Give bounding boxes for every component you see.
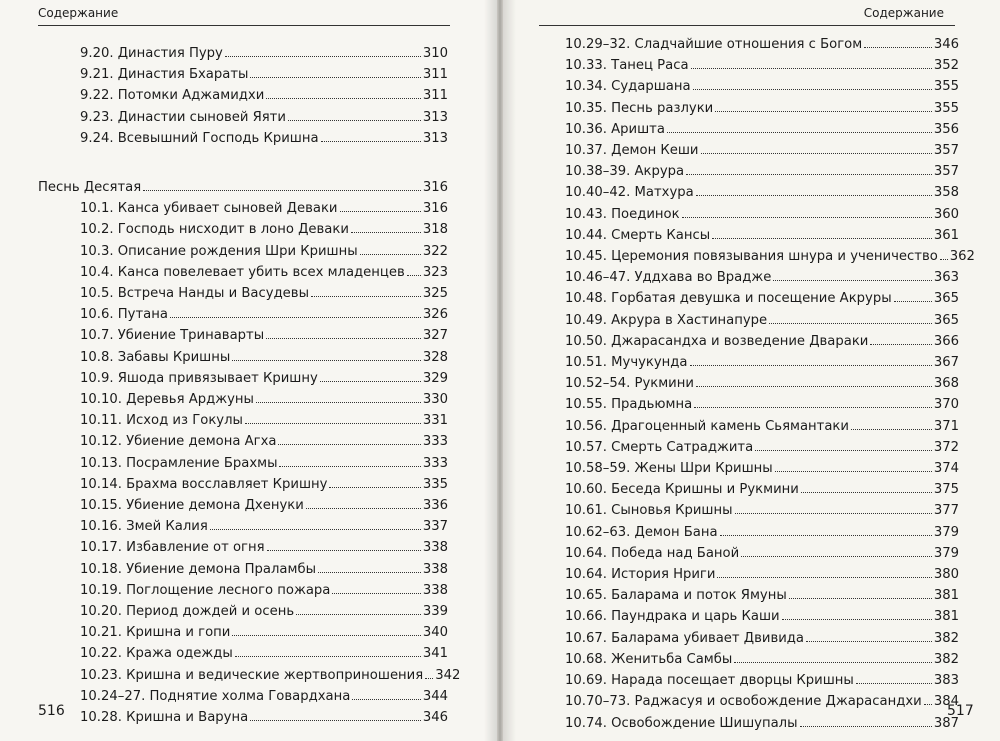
page-number: 517: [947, 703, 974, 719]
toc-entry-page: 340: [422, 625, 448, 641]
toc-entry-title: 10.5. Встреча Нанды и Васудевы: [80, 286, 309, 302]
toc-entry: [565, 267, 959, 288]
toc-entry: [38, 686, 448, 707]
toc-entry: [38, 241, 448, 262]
toc-entry: [38, 410, 448, 431]
dot-leader: [856, 683, 932, 684]
dot-leader: [769, 323, 932, 324]
toc-entry-title: 10.13. Посрамление Брахмы: [80, 455, 278, 471]
toc-entry: [38, 622, 448, 643]
toc-entry-title: 10.55. Прадьюмна: [565, 397, 693, 413]
dot-leader: [170, 317, 421, 318]
dot-leader: [407, 275, 421, 276]
toc-entry-page: 322: [422, 243, 448, 259]
toc-entry-page: 365: [933, 291, 959, 307]
toc-entry-page: 366: [933, 333, 959, 349]
toc-entry-title: 10.40–42. Матхура: [565, 185, 694, 201]
toc-entry: [38, 665, 461, 686]
dot-leader: [667, 132, 932, 133]
dot-leader: [250, 720, 421, 721]
dot-leader: [329, 487, 420, 488]
toc-entry: [38, 262, 448, 283]
toc-entry-page: 337: [422, 519, 448, 535]
toc-entry-page: 367: [933, 355, 959, 371]
toc-entry: [565, 691, 959, 712]
toc-entry: [565, 331, 959, 352]
toc-entry-title: 10.17. Избавление от огня: [80, 540, 265, 556]
toc-entry-page: 325: [422, 286, 448, 302]
toc-entry-title: 10.49. Акрура в Хастинапуре: [565, 312, 768, 328]
toc-entry-page: 368: [933, 376, 959, 392]
dot-leader: [311, 296, 421, 297]
toc-entry-title: 10.64. Победа над Баной: [565, 545, 740, 561]
toc-entry-title: 10.10. Деревья Арджуны: [80, 392, 254, 408]
toc-entry-page: 358: [933, 185, 959, 201]
toc-entry-page: 344: [422, 688, 448, 704]
toc-entry: [565, 479, 959, 500]
toc-entry: [565, 225, 959, 246]
toc-entry: [38, 368, 448, 389]
toc-entry-page: 357: [933, 164, 959, 180]
toc-entry-title: 10.64. История Нриги: [565, 567, 716, 583]
toc-entry: [565, 500, 959, 521]
toc-entry-page: 335: [422, 476, 448, 492]
dot-leader: [425, 678, 433, 679]
toc-entry-title: 9.24. Всевышний Господь Кришна: [80, 130, 319, 146]
dot-leader: [801, 492, 932, 493]
toc-entry-page: 365: [933, 312, 959, 328]
toc-entry: [38, 347, 448, 368]
toc-entry: [565, 458, 959, 479]
dot-leader: [734, 662, 932, 663]
toc-entry: [565, 140, 959, 161]
toc-entry-page: 328: [422, 349, 448, 365]
toc-entry-page: 316: [422, 201, 448, 217]
toc-entry: [565, 119, 959, 140]
dot-leader: [250, 77, 420, 78]
toc-entry-page: 339: [422, 604, 448, 620]
dot-leader: [806, 641, 932, 642]
dot-leader: [245, 423, 421, 424]
toc-entry: [38, 325, 448, 346]
toc-entry-title: 9.20. Династия Пуру: [80, 46, 223, 61]
toc-entry-title: 10.69. Нарада посещает дворцы Кришны: [565, 673, 854, 689]
toc-entry-title: 10.9. Яшода привязывает Кришну: [80, 370, 318, 386]
dot-leader: [225, 56, 421, 57]
dot-leader: [266, 98, 421, 99]
toc-entry-title: 10.61. Сыновья Кришны: [565, 503, 733, 519]
dot-leader: [320, 381, 421, 382]
toc-entry-page: 346: [422, 710, 448, 726]
toc-entry-title: 10.24–27. Поднятие холма Говардхана: [80, 688, 351, 704]
toc-entry: [565, 76, 959, 97]
toc-entry: [565, 543, 959, 564]
toc-entry: [565, 564, 959, 585]
toc-entry-title: 10.3. Описание рождения Шри Кришны: [80, 243, 358, 259]
dot-leader: [351, 232, 421, 233]
toc-entry-title: 10.2. Господь нисходит в лоно Деваки: [80, 222, 349, 238]
dot-leader: [296, 614, 421, 615]
toc-entry: [565, 98, 959, 119]
toc-entry-title: 10.23. Кришна и ведические жертвоприношения: [80, 667, 424, 683]
toc-entry-page: 310: [422, 46, 448, 61]
toc-entry: [565, 394, 959, 415]
dot-leader: [894, 301, 932, 302]
dot-leader: [288, 120, 421, 121]
toc-entry-page: 387: [933, 715, 959, 731]
toc-entry: [565, 649, 959, 670]
toc-list: [38, 43, 461, 728]
header-rule: [539, 25, 955, 26]
toc-entry-title: 10.36. Аришта: [565, 121, 665, 137]
dot-leader: [340, 211, 421, 212]
dot-leader: [720, 535, 932, 536]
dot-leader: [696, 195, 932, 196]
toc-entry-title: 10.38–39. Акрура: [565, 164, 685, 180]
toc-entry-page: 383: [933, 673, 959, 689]
toc-entry: [565, 522, 959, 543]
toc-entry: [565, 310, 959, 331]
dot-leader: [701, 153, 932, 154]
toc-entry: [565, 437, 959, 458]
toc-entry-title: 10.58–59. Жены Шри Кришны: [565, 461, 773, 477]
toc-part-heading: [38, 177, 448, 198]
dot-leader: [232, 360, 421, 361]
dot-leader: [800, 726, 932, 727]
toc-entry-title: 10.35. Песнь разлуки: [565, 100, 714, 116]
toc-entry-title: 10.43. Поединок: [565, 206, 680, 222]
dot-leader: [691, 68, 932, 69]
dot-leader: [696, 386, 932, 387]
dot-leader: [694, 407, 932, 408]
dot-leader: [143, 190, 421, 191]
dot-leader: [940, 259, 948, 260]
dot-leader: [715, 111, 932, 112]
toc-entry-title: 10.52–54. Рукмини: [565, 376, 694, 392]
toc-entry: [38, 707, 448, 728]
toc-entry: [565, 34, 959, 55]
dot-leader: [741, 556, 932, 557]
dot-leader: [235, 656, 421, 657]
toc-entry-title: 10.50. Джарасандха и возведение Двараки: [565, 333, 869, 349]
toc-entry: [38, 474, 448, 495]
toc-entry-title: 10.60. Беседа Кришны и Рукмини: [565, 482, 799, 498]
toc-entry-title: 10.11. Исход из Гокулы: [80, 413, 243, 429]
toc-entry-page: 357: [933, 143, 959, 159]
toc-entry-title: 10.14. Брахма восславляет Кришну: [80, 476, 328, 492]
toc-entry-page: 363: [933, 270, 959, 286]
toc-entry-title: 10.74. Освобождение Шишупалы: [565, 715, 798, 731]
toc-entry: [38, 559, 448, 580]
toc-entry-page: 326: [422, 307, 448, 323]
toc-entry-title: 10.45. Церемония повязывания шнура и ученичество: [565, 249, 938, 265]
toc-entry-page: 330: [422, 392, 448, 408]
toc-entry-title: 10.19. Поглощение лесного пожара: [80, 582, 331, 598]
toc-entry-title: 10.62–63. Демон Бана: [565, 524, 718, 540]
running-header: Содержание: [38, 6, 119, 20]
page-number: 516: [38, 703, 65, 719]
toc-entry-page: 323: [422, 264, 448, 280]
dot-leader: [267, 550, 421, 551]
dot-leader: [851, 429, 932, 430]
toc-entry-title: Песнь Десятая: [38, 180, 142, 196]
toc-entry: [38, 219, 448, 240]
toc-entry-title: 10.29–32. Сладчайшие отношения с Богом: [565, 37, 863, 52]
toc-entry: [38, 107, 448, 128]
toc-entry-title: 10.51. Мучукунда: [565, 355, 688, 371]
dot-leader: [775, 471, 932, 472]
dot-leader: [321, 141, 421, 142]
toc-entry: [38, 495, 448, 516]
dot-leader: [686, 174, 932, 175]
dot-leader: [870, 344, 931, 345]
book-gutter-shadow: [484, 0, 516, 741]
running-header: Содержание: [863, 6, 944, 20]
toc-entry-title: 10.70–73. Раджасуя и освобождение Джарасандхи: [565, 694, 922, 710]
toc-entry-title: 10.20. Период дождей и осень: [80, 604, 295, 620]
dot-leader: [717, 577, 931, 578]
dot-leader: [755, 450, 932, 451]
dot-leader: [712, 238, 932, 239]
toc-entry-title: 10.22. Кража одежды: [80, 646, 233, 662]
toc-entry: [565, 288, 959, 309]
toc-entry-title: 10.15. Убиение демона Дхенуки: [80, 498, 304, 514]
dot-leader: [789, 598, 932, 599]
dot-leader: [332, 593, 420, 594]
dot-leader: [782, 619, 932, 620]
toc-entry-page: 377: [933, 503, 959, 519]
toc-entry-title: 10.34. Сударшана: [565, 79, 691, 95]
toc-entry: [565, 713, 959, 734]
dot-leader: [924, 704, 932, 705]
toc-entry-page: 381: [933, 588, 959, 604]
dot-leader: [278, 444, 420, 445]
dot-leader: [360, 254, 421, 255]
toc-entry: [565, 606, 959, 627]
toc-entry-page: 311: [422, 67, 448, 83]
toc-entry-title: 9.21. Династия Бхараты: [80, 67, 249, 83]
toc-entry-page: 355: [933, 100, 959, 116]
toc-entry-page: 316: [422, 180, 448, 196]
toc-entry-title: 9.22. Потомки Аджамидхи: [80, 88, 265, 104]
toc-entry-page: 318: [422, 222, 448, 238]
toc-entry-page: 327: [422, 328, 448, 344]
dot-leader: [256, 402, 421, 403]
toc-entry: [38, 537, 448, 558]
toc-entry-page: 333: [422, 455, 448, 471]
toc-entry: [38, 431, 448, 452]
toc-entry: [38, 389, 448, 410]
toc-entry: [38, 516, 448, 537]
toc-entry: [38, 64, 448, 85]
dot-leader: [266, 338, 421, 339]
toc-entry-page: 346: [933, 37, 959, 52]
toc-entry: [565, 373, 959, 394]
toc-entry-page: 382: [933, 630, 959, 646]
toc-entry: [38, 304, 448, 325]
toc-entry: [38, 128, 448, 149]
toc-entry-page: 352: [933, 58, 959, 74]
dot-leader: [693, 89, 932, 90]
dot-leader: [682, 217, 932, 218]
toc-entry-page: 313: [422, 109, 448, 125]
dot-leader: [306, 508, 421, 509]
toc-entry-title: 10.67. Баларама убивает Двивида: [565, 630, 804, 646]
toc-entry: [565, 55, 959, 76]
toc-entry-page: 384: [933, 694, 959, 710]
toc-entry: [565, 246, 975, 267]
toc-entry-title: 10.6. Путана: [80, 307, 168, 323]
toc-entry: [38, 283, 448, 304]
toc-entry: [38, 453, 448, 474]
toc-entry-title: 10.66. Паундрака и царь Каши: [565, 609, 780, 625]
header-rule: [38, 25, 450, 26]
toc-entry-page: 362: [949, 249, 975, 265]
toc-entry-page: 333: [422, 434, 448, 450]
toc-entry: [38, 601, 448, 622]
toc-entry-page: 381: [933, 609, 959, 625]
toc-entry-page: 379: [933, 524, 959, 540]
dot-leader: [279, 466, 420, 467]
toc-entry: [565, 670, 959, 691]
toc-entry-page: 380: [933, 567, 959, 583]
toc-entry-title: 10.4. Канса повелевает убить всех младенцев: [80, 264, 405, 280]
toc-entry-page: 338: [422, 582, 448, 598]
toc-entry: [565, 628, 959, 649]
toc-entry: [565, 416, 959, 437]
toc-entry-page: 336: [422, 498, 448, 514]
toc-entry-page: 371: [933, 418, 959, 434]
right-page: [503, 0, 1000, 741]
toc-entry-title: 10.18. Убиение демона Праламбы: [80, 561, 317, 577]
toc-entry-title: 10.1. Канса убивает сыновей Деваки: [80, 201, 338, 217]
dot-leader: [210, 529, 421, 530]
toc-entry-page: 361: [933, 227, 959, 243]
toc-entry: [565, 182, 959, 203]
toc-entry-page: 341: [422, 646, 448, 662]
toc-entry-page: 329: [422, 370, 448, 386]
toc-entry-title: 10.68. Женитьба Самбы: [565, 651, 733, 667]
toc-entry-title: 10.21. Кришна и гопи: [80, 625, 231, 641]
toc-entry-page: 379: [933, 545, 959, 561]
toc-entry-page: 331: [422, 413, 448, 429]
toc-entry: [38, 198, 448, 219]
toc-entry-title: 10.28. Кришна и Варуна: [80, 710, 249, 726]
toc-entry-page: 360: [933, 206, 959, 222]
toc-entry-page: 313: [422, 130, 448, 146]
toc-entry-page: 338: [422, 540, 448, 556]
toc-entry: [38, 85, 448, 106]
dot-leader: [864, 47, 932, 48]
toc-entry-title: 10.65. Баларама и поток Ямуны: [565, 588, 787, 604]
toc-entry-title: 10.57. Смерть Сатраджита: [565, 439, 754, 455]
toc-entry-page: 375: [933, 482, 959, 498]
dot-leader: [318, 572, 421, 573]
toc-entry-page: 374: [933, 461, 959, 477]
toc-entry-page: 356: [933, 121, 959, 137]
toc-entry-title: 10.16. Змей Калия: [80, 519, 208, 535]
toc-entry: [565, 585, 959, 606]
toc-entry-title: 9.23. Династии сыновей Яяти: [80, 109, 286, 125]
toc-entry-page: 338: [422, 561, 448, 577]
toc-entry-title: 10.12. Убиение демона Агха: [80, 434, 277, 450]
dot-leader: [232, 635, 420, 636]
left-page: [0, 0, 497, 741]
dot-leader: [773, 280, 931, 281]
toc-entry-page: 355: [933, 79, 959, 95]
toc-entry-title: 10.46–47. Уддхава во Врадже: [565, 270, 772, 286]
toc-entry: [565, 204, 959, 225]
toc-entry-title: 10.48. Горбатая девушка и посещение Акруры: [565, 291, 892, 307]
toc-entry-page: 311: [422, 88, 448, 104]
toc-entry-page: 370: [933, 397, 959, 413]
toc-entry: [565, 161, 959, 182]
toc-entry-title: 10.44. Смерть Кансы: [565, 227, 711, 243]
toc-entry-page: 382: [933, 651, 959, 667]
toc-entry-title: 10.37. Демон Кеши: [565, 143, 699, 159]
toc-entry: [38, 43, 448, 64]
toc-entry-title: 10.7. Убиение Тринаварты: [80, 328, 265, 344]
dot-leader: [352, 699, 421, 700]
toc-entry: [38, 580, 448, 601]
dot-leader: [690, 365, 932, 366]
toc-entry-title: 10.33. Танец Раса: [565, 58, 689, 74]
toc-entry: [565, 352, 959, 373]
toc-entry-page: 372: [933, 439, 959, 455]
toc-entry-title: 10.56. Драгоценный камень Сьямантаки: [565, 418, 849, 434]
toc-entry-page: 342: [435, 667, 461, 683]
toc-entry: [38, 643, 448, 664]
toc-entry-title: 10.8. Забавы Кришны: [80, 349, 231, 365]
dot-leader: [735, 513, 932, 514]
